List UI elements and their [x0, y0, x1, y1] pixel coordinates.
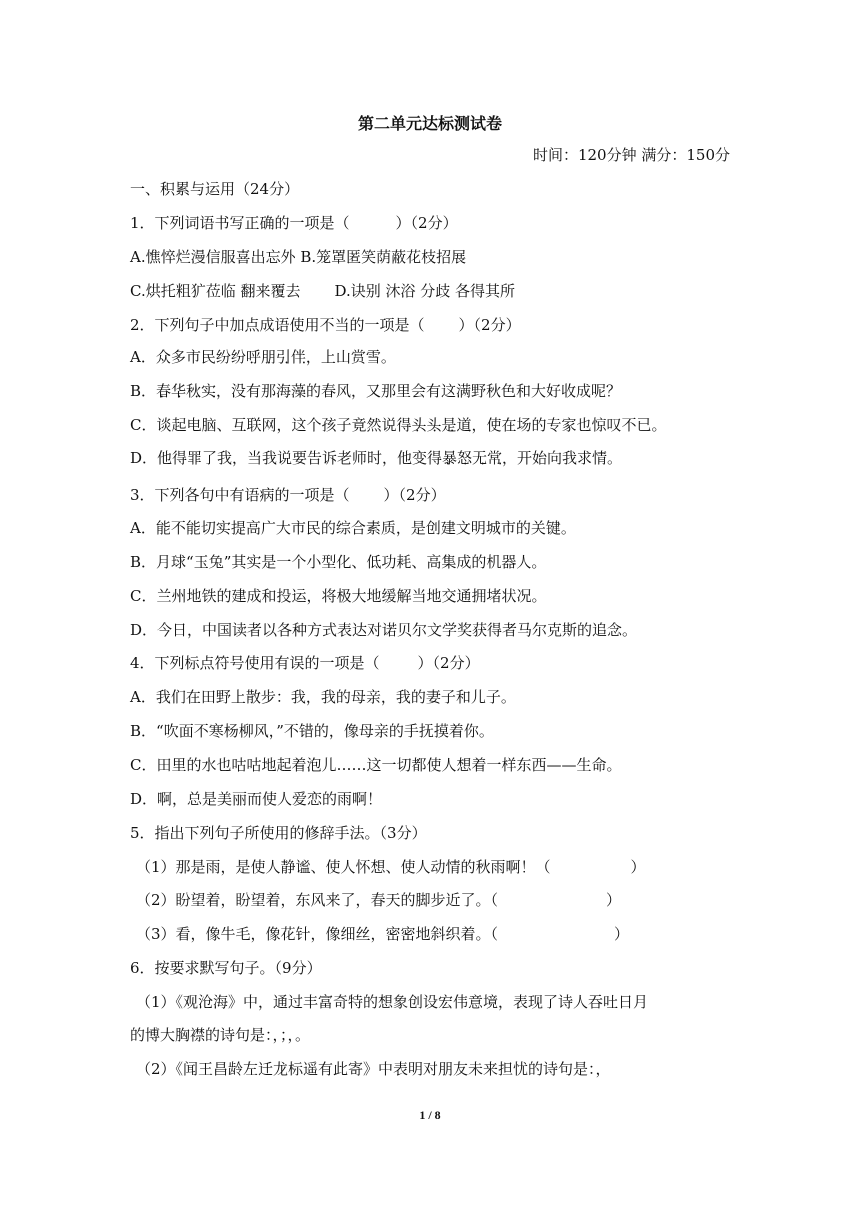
question-5-sentence-1: （1）那是雨，是使人静谧、使人怀想、使人动情的秋雨啊！（ ） — [136, 858, 646, 876]
page-number: 1 / 8 — [419, 1108, 441, 1122]
question-6-stem: 6．按要求默写句子。（9分） — [130, 959, 322, 977]
section-heading: 一、积累与运用（24分） — [130, 180, 300, 198]
dotted-idiom: 春华秋实 • • • • — [156, 382, 216, 400]
question-4-option-b: B．“吹面不寒杨柳风，”不错的，像母亲的手抚摸着你。 — [130, 722, 494, 740]
question-5-sentence-2: （2）盼望着，盼望着，东风来了，春天的脚步近了。（ ） — [136, 891, 622, 909]
question-3-option-d: D．今日，中国读者以各种方式表达对诺贝尔文学奖获得者马尔克斯的追念。 — [130, 621, 638, 639]
question-2-option-b: B．春华秋实 • • • •，没有那海藻的春风，又那里会有这满野秋色和大好收成呢？ — [130, 380, 621, 402]
question-6-item-2: （2）《闻王昌龄左迁龙标遥有此寄》中表明对朋友未来担忧的诗句是：， — [136, 1060, 611, 1078]
question-5-sentence-3: （3）看，像牛毛，像花针，像细丝，密密地斜织着。（ ） — [136, 925, 630, 943]
question-1-options-cd: C.烘托粗犷莅临 翻来覆去 D.诀别 沐浴 分歧 各得其所 — [130, 282, 516, 300]
question-4-option-a: A．我们在田野上散步：我，我的母亲，我的妻子和儿子。 — [130, 688, 516, 706]
question-1-options-ab: A.憔悴烂漫信服喜出忘外 B.笼罩匿笑荫蔽花枝招展 — [130, 248, 467, 266]
question-2-option-a: A．众多市民纷纷呼朋引伴 • • • •，上山赏雪。 — [130, 346, 396, 368]
question-4-option-d: D．啊，总是美丽而使人爱恋的雨啊！ — [130, 790, 383, 808]
exam-title: 第二单元达标测试卷 — [357, 114, 502, 133]
question-2-stem: 2．下列句子中加点成语使用不当的一项是（ ）（2分） — [130, 316, 521, 334]
question-2-option-d: D．他得罪了我，当我说要告诉老师时，他变得暴怒无常 • • • •，开始向我求情。 — [130, 447, 622, 469]
dotted-idiom: 头头是道 • • • • — [411, 416, 471, 434]
question-6-item-1-line-2: 的博大胸襟的诗句是：，；，。 — [130, 1026, 311, 1044]
dotted-idiom: 暴怒无常 • • • • — [442, 449, 502, 467]
question-3-stem: 3．下列各句中有语病的一项是（ ）（2分） — [130, 486, 446, 504]
question-6-item-1-line-1: （1）《观沧海》中，通过丰富奇特的想象创设宏伟意境，表现了诗人吞吐日月 — [136, 993, 649, 1011]
dotted-idiom: 呼朋引伴 • • • • — [246, 348, 306, 366]
exam-time-score: 时间：120分钟 满分：150分 — [532, 146, 730, 164]
question-1-stem: 1．下列词语书写正确的一项是（ ）（2分） — [130, 214, 458, 232]
question-5-stem: 5．指出下列句子所使用的修辞手法。（3分） — [130, 824, 427, 842]
question-3-option-c: C．兰州地铁的建成和投运，将极大地缓解当地交通拥堵状况。 — [130, 587, 547, 605]
question-4-stem: 4．下列标点符号使用有误的一项是（ ）（2分） — [130, 654, 480, 672]
question-3-option-b: B．月球“玉兔”其实是一个小型化、低功耗、高集成的机器人。 — [130, 553, 547, 571]
question-2-option-c: C．谈起电脑、互联网，这个孩子竟然说得头头是道 • • • •，使在场的专家也惊叹不已。 — [130, 414, 667, 436]
question-4-option-c: C．田里的水也咕咕地起着泡儿……这一切都使人想着一样东西——生命。 — [130, 756, 622, 774]
question-3-option-a: A．能不能切实提高广大市民的综合素质，是创建文明城市的关键。 — [130, 519, 576, 537]
